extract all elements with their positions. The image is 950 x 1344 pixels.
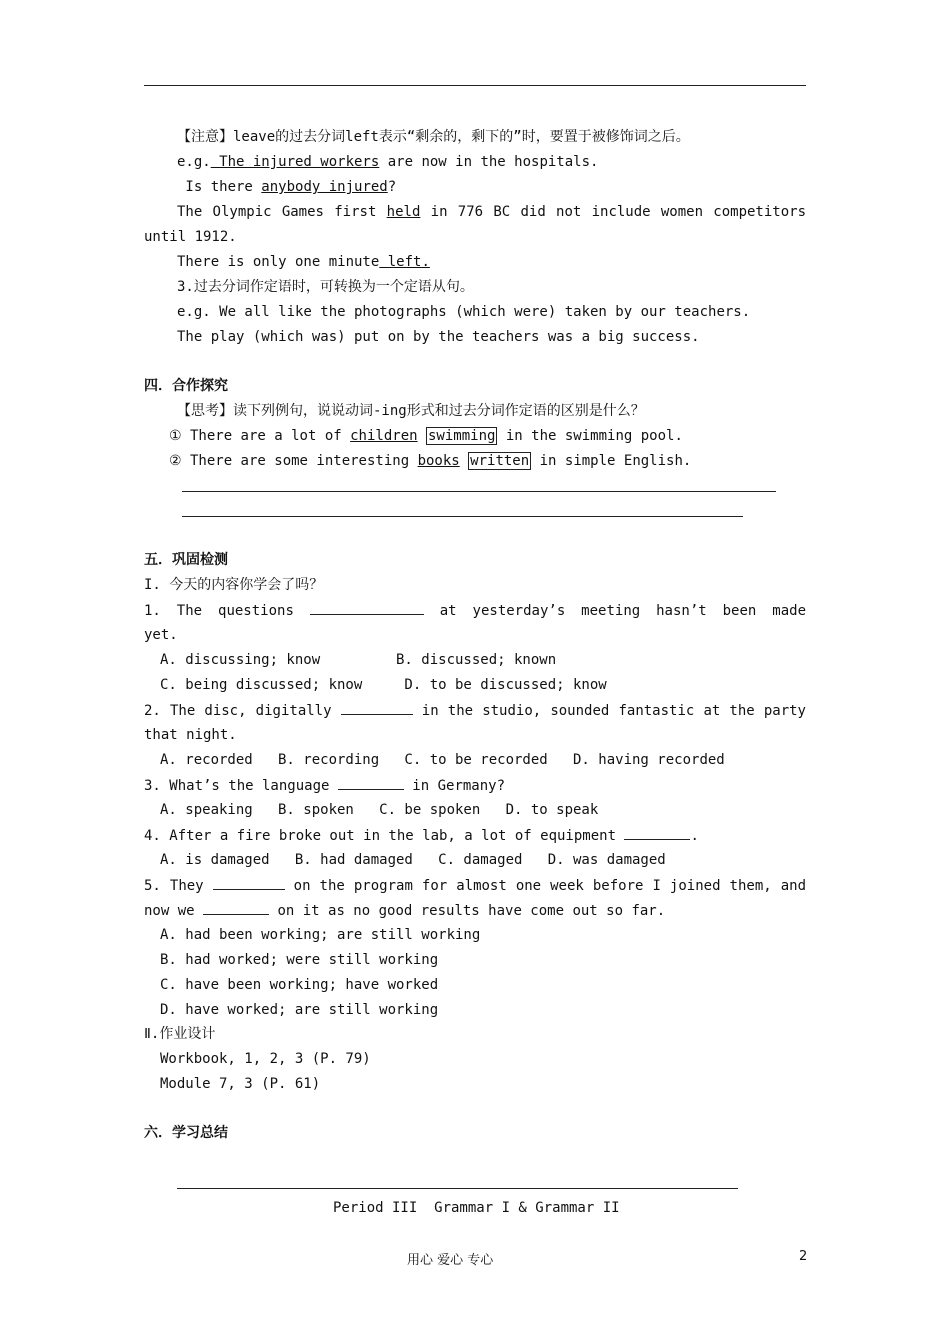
question-5-option-c: C. have been working; have worked [160, 977, 439, 993]
boxed-word: written [470, 453, 530, 469]
part-1-title: I. 今天的内容你学会了吗？ [144, 577, 324, 593]
think-prompt: 【思考】读下列例句，说说动词-ing形式和过去分词作定语的区别是什么？ [177, 403, 645, 419]
question-5-option-d: D. have worked; are still working [160, 1002, 439, 1018]
header-rule [144, 85, 806, 86]
question-1-cont: yet. [144, 627, 178, 643]
page-number: 2 [799, 1249, 808, 1264]
boxed-word: swimming [428, 428, 496, 444]
footer-motto: 用心 爱心 专心 [407, 1253, 494, 1268]
homework-1: Workbook, 1, 2, 3 (P. 79) [160, 1051, 371, 1067]
question-3: 3. What’s the language in Germany? [144, 778, 506, 794]
section-4-heading: 四．合作探究 [144, 378, 228, 394]
question-2-options: A. recorded B. recording C. to be recorded D. having recorded [160, 752, 725, 768]
question-5-option-a: A. had been working; are still working [160, 927, 481, 943]
note-line-4: The Olympic Games first held in 776 BC did not include women competitors [177, 204, 806, 220]
question-5-cont: now we on it as no good results have come out so far. [144, 903, 666, 919]
question-4-options: A. is damaged B. had damaged C. damaged D. was damaged [160, 852, 666, 868]
homework-2: Module 7, 3 (P. 61) [160, 1076, 321, 1092]
section-6-heading: 六．学习总结 [144, 1125, 228, 1141]
section-5-heading: 五．巩固检测 [144, 552, 228, 568]
underlined-word: books [417, 453, 460, 469]
part-2-title: Ⅱ.作业设计 [144, 1026, 216, 1042]
underlined-word: held [386, 204, 421, 220]
example-1: ① There are a lot of children swimming in the swimming pool. [169, 428, 683, 444]
question-3-options: A. speaking B. spoken C. be spoken D. to speak [160, 802, 599, 818]
note-line-9: The play (which was) put on by the teachers was a big success. [177, 329, 700, 345]
question-5-option-b: B. had worked; were still working [160, 952, 439, 968]
question-2: 2. The disc, digitally in the studio, sounded fantastic at the party [144, 703, 806, 719]
example-2: ② There are some interesting books written in simple English. [169, 453, 692, 469]
question-2-cont: that night. [144, 727, 237, 743]
question-1-options-2: C. being discussed; know D. to be discussed; know [160, 677, 607, 693]
answer-line-2[interactable] [182, 516, 743, 517]
answer-line-1[interactable] [182, 491, 776, 492]
underlined-word: left. [379, 254, 430, 270]
question-4: 4. After a fire broke out in the lab, a lot of equipment . [144, 828, 699, 844]
answer-blank[interactable] [213, 876, 285, 890]
question-5: 5. They on the program for almost one week before I joined them, and [144, 878, 806, 894]
answer-blank[interactable] [310, 601, 424, 615]
note-line-7: 3.过去分词作定语时，可转换为一个定语从句。 [177, 279, 474, 295]
question-1: 1. The questions at yesterday’s meeting hasn’t been made [144, 603, 806, 619]
answer-blank[interactable] [341, 701, 413, 715]
footer-rule [177, 1188, 738, 1189]
note-line-8: e.g. We all like the photographs (which were) taken by our teachers. [177, 304, 751, 320]
underlined-word: children [350, 428, 418, 444]
note-line-6: There is only one minute left. [177, 254, 430, 270]
answer-blank[interactable] [624, 826, 690, 840]
note-line-1: 【注意】leave的过去分词left表示“剩余的，剩下的”时，要置于被修饰词之后。 [177, 129, 690, 145]
note-line-3: Is there anybody injured? [177, 179, 397, 195]
note-line-2: e.g. The injured workers are now in the hospitals. [177, 154, 599, 170]
underlined-phrase: The injured workers [210, 154, 380, 170]
answer-blank[interactable] [338, 776, 404, 790]
answer-blank[interactable] [203, 901, 269, 915]
question-1-options-1: A. discussing; know B. discussed; known [160, 652, 557, 668]
period-title: Period III Grammar I & Grammar II [333, 1200, 620, 1216]
underlined-phrase: anybody injured [261, 179, 388, 195]
note-line-5: until 1912. [144, 229, 237, 245]
